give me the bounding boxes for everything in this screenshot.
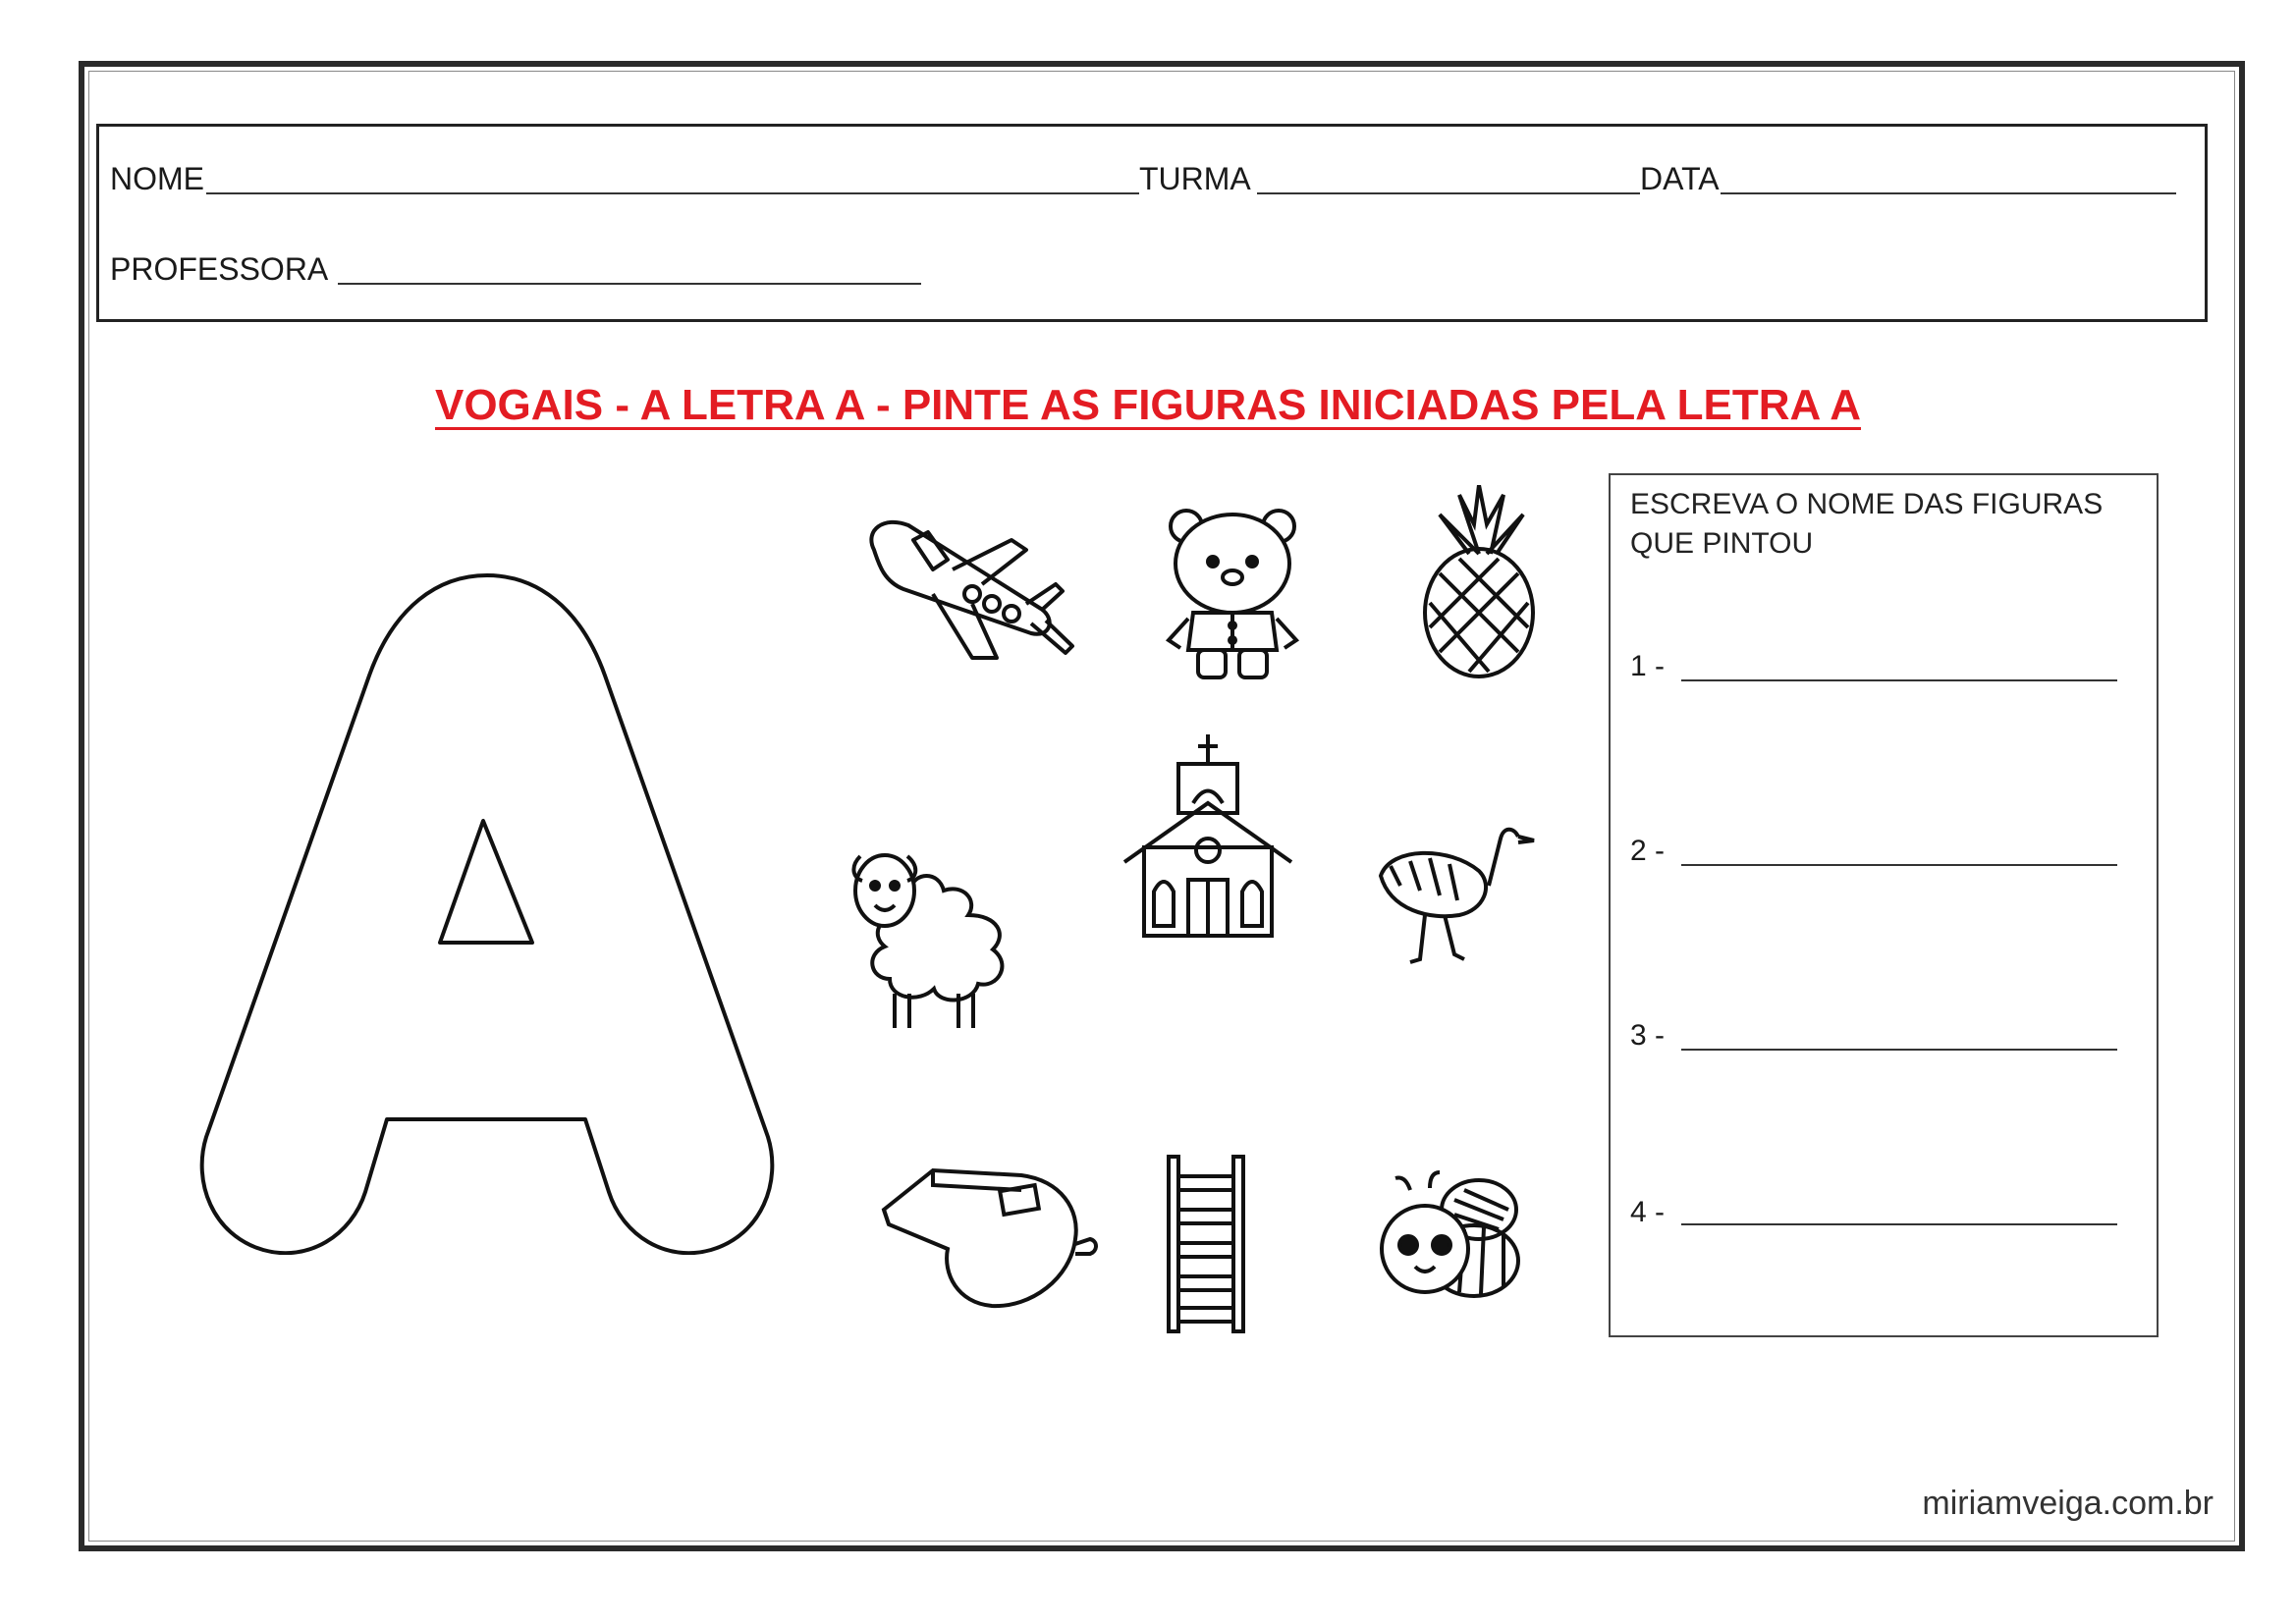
date-field[interactable] xyxy=(1721,192,2176,194)
answer-label-1: 1 - xyxy=(1630,650,1666,682)
answer-label-4: 4 - xyxy=(1630,1196,1666,1228)
teacher-label: PROFESSORA xyxy=(110,251,329,287)
answer-field-4[interactable] xyxy=(1681,1223,2117,1225)
pineapple-icon[interactable] xyxy=(1410,485,1548,681)
answer-panel xyxy=(1609,473,2159,1337)
teddy-bear-icon[interactable] xyxy=(1159,503,1306,689)
header-box xyxy=(96,124,2208,322)
airplane-icon[interactable] xyxy=(854,511,1080,677)
name-label: NOME xyxy=(110,161,204,196)
ladder-icon[interactable] xyxy=(1165,1155,1247,1333)
ostrich-icon[interactable] xyxy=(1371,817,1538,964)
teacher-field[interactable] xyxy=(338,283,921,285)
whistle-icon[interactable] xyxy=(874,1161,1100,1318)
church-icon[interactable] xyxy=(1120,734,1296,941)
page-title: VOGAIS - A LETRA A - PINTE AS FIGURAS INICIADAS PELA LETRA A xyxy=(434,381,1862,429)
sheep-icon[interactable] xyxy=(841,837,1027,1033)
answer-instruction: ESCREVA O NOME DAS FIGURAS QUE PINTOU xyxy=(1630,488,2104,560)
name-field[interactable] xyxy=(206,192,1139,194)
class-field[interactable] xyxy=(1257,192,1640,194)
answer-label-2: 2 - xyxy=(1630,835,1666,867)
answer-field-2[interactable] xyxy=(1681,864,2117,866)
class-label: TURMA xyxy=(1139,161,1251,196)
date-label: DATA xyxy=(1640,161,1720,196)
big-letter-a[interactable] xyxy=(192,568,782,1255)
footer-website: miriamveiga.com.br xyxy=(1922,1485,2214,1522)
answer-label-3: 3 - xyxy=(1630,1019,1666,1052)
bee-icon[interactable] xyxy=(1371,1170,1528,1308)
answer-field-1[interactable] xyxy=(1681,679,2117,681)
answer-field-3[interactable] xyxy=(1681,1049,2117,1051)
